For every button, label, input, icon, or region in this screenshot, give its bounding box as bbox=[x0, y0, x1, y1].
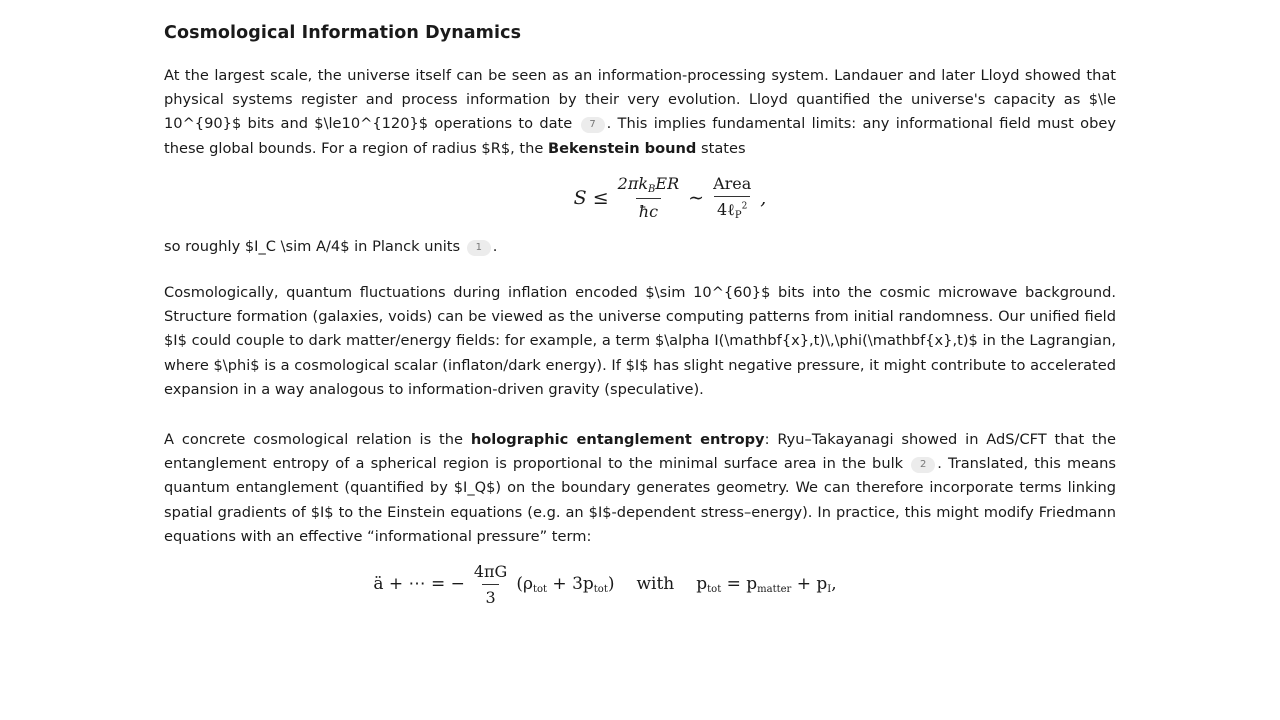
citation-badge[interactable]: 1 bbox=[467, 240, 491, 256]
equation-tail: , bbox=[760, 186, 767, 209]
rhs-subscript: tot bbox=[707, 583, 722, 595]
bold-term: holographic entanglement entropy bbox=[470, 431, 765, 449]
rhs-tail: , bbox=[831, 573, 837, 594]
fraction-denominator: ħc bbox=[636, 198, 661, 221]
equation-fraction bbox=[615, 174, 682, 221]
page-title: Cosmological Information Dynamics bbox=[164, 23, 522, 43]
paragraph-1 bbox=[164, 64, 1116, 161]
fraction-denominator: 4ℓ bbox=[717, 200, 735, 220]
document-page bbox=[164, 20, 1116, 619]
rhs-equals: = p bbox=[721, 573, 758, 594]
paragraph-text: . This implies fundamental limits: any informational field must obey these global bounds. For a region of radius $R$, the bbox=[164, 115, 1116, 157]
rhs-symbol: p bbox=[696, 573, 708, 594]
equation-lhs: ä + ⋯ = − bbox=[373, 574, 465, 595]
denominator-superscript: 2 bbox=[741, 201, 748, 212]
denominator-subscript: P bbox=[734, 210, 742, 222]
fraction-numerator: Area bbox=[713, 174, 752, 194]
paragraph-text: : Ryu–Takayanagi showed in AdS/CFT that the entanglement entropy of a spherical region is proportional to the minimal surface area in the bulk bbox=[164, 431, 1116, 473]
bold-term: Bekenstein bound bbox=[548, 139, 697, 157]
paragraph-text: so roughly $I_C \sim A/4$ in Planck units bbox=[164, 237, 461, 255]
paragraph-text: At the largest scale, the universe itself can be seen as an information-processing system. Landauer and later Lloyd showed that physical systems register and process information by their very evolution. Lloyd quantified the universe's capacity as $\le 10^{90}$ bits and $\le10^{120}$ operations to date bbox=[164, 67, 1116, 133]
citation-badge[interactable]: 2 bbox=[911, 457, 935, 473]
fraction-denominator: 3 bbox=[482, 584, 498, 607]
pressure-term: + 3p bbox=[547, 573, 594, 594]
paragraph-3: Cosmologically, quantum fluctuations during inflation encoded $\sim 10^{60}$ bits into the cosmic microwave background. Structure formation (galaxies, voids) can be viewed as the universe computing patterns from initial randomness. Our unified field $I$ could couple to dark matter/energy fields: for example, a term $\alpha I(\mathbf{x},t)\,\phi(\mathbf{x},t)$ in the Lagrangian, where $\phi$ is a cosmological scalar (inflaton/dark energy). If $I$ has slight negative pressure, it might contribute to accelerated expansion in a way analogous to information-driven gravity (speculative). bbox=[164, 284, 1116, 398]
equation-with: with bbox=[636, 574, 675, 595]
bekenstein-equation bbox=[164, 161, 1116, 235]
paragraph-text: . Translated, this means quantum entanglement (quantified by $I_Q$) on the boundary generates geometry. We can therefore incorporate terms linking spatial gradients of $I$ to the Einstein equations (e.g. an $I$-dependent stress–energy). In practice, this might modify Friedmann equations with an effective “informational pressure” term: bbox=[164, 455, 1116, 545]
equation-fraction bbox=[710, 174, 754, 221]
paragraph-text: A concrete cosmological relation is the bbox=[164, 431, 471, 449]
equation-paren bbox=[516, 574, 614, 595]
equation-lhs: S ≤ bbox=[573, 186, 609, 209]
numerator-subscript: B bbox=[648, 184, 656, 196]
citation-badge[interactable]: 7 bbox=[581, 117, 605, 133]
paragraph-4 bbox=[164, 428, 1116, 549]
friedmann-equation bbox=[164, 549, 1116, 619]
rho-subscript: tot bbox=[532, 583, 548, 595]
equation-rhs bbox=[696, 574, 836, 595]
fraction-numerator-tail: ER bbox=[655, 174, 680, 194]
rho-symbol: (ρ bbox=[516, 573, 533, 594]
equation-sim: ∼ bbox=[688, 186, 705, 209]
matter-subscript: matter bbox=[757, 583, 792, 595]
rhs-plus: + p bbox=[791, 573, 828, 594]
paragraph-text: . bbox=[492, 237, 498, 255]
fraction-numerator: 4πG bbox=[473, 561, 508, 581]
close-paren: ) bbox=[607, 573, 615, 594]
pressure-subscript: tot bbox=[593, 583, 608, 595]
paragraph-2 bbox=[164, 235, 1116, 259]
fraction-numerator: 2πk bbox=[617, 174, 649, 194]
equation-fraction bbox=[471, 562, 510, 607]
info-subscript: I bbox=[827, 583, 832, 595]
paragraph-text: states bbox=[696, 139, 746, 157]
